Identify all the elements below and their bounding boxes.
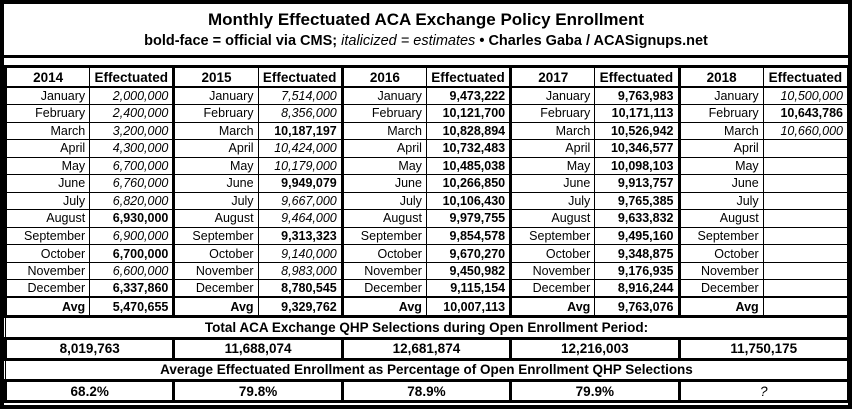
effectuated-value: 9,763,983 (595, 87, 679, 105)
page-title: Monthly Effectuated ACA Exchange Policy Enrollment (207, 9, 645, 29)
month-label: September (679, 227, 763, 245)
effectuated-value: 9,176,935 (595, 262, 679, 280)
effectuated-value: 10,121,700 (426, 105, 510, 123)
average-row (6, 297, 848, 317)
month-label: April (6, 140, 90, 158)
effectuated-value: 6,760,000 (90, 175, 174, 193)
month-label: July (174, 192, 258, 210)
month-label: March (679, 122, 763, 140)
effectuated-value: 2,000,000 (90, 87, 174, 105)
month-label: August (679, 210, 763, 228)
avg-label: Avg (511, 297, 595, 317)
month-label: January (511, 87, 595, 105)
pct-value: 79.9% (511, 381, 679, 402)
month-label: November (679, 262, 763, 280)
title-box (4, 4, 848, 58)
month-label: July (342, 192, 426, 210)
enrollment-table (4, 65, 848, 403)
month-label: July (679, 192, 763, 210)
effectuated-value (763, 140, 847, 158)
effectuated-value: 10,526,942 (595, 122, 679, 140)
month-label: December (174, 280, 258, 298)
avg-label: Avg (6, 297, 90, 317)
effectuated-value: 9,495,160 (595, 227, 679, 245)
effectuated-value: 6,600,000 (90, 262, 174, 280)
month-row (6, 122, 848, 140)
subtitle (144, 32, 708, 51)
effectuated-value: 10,500,000 (763, 87, 847, 105)
effectuated-value: 9,854,578 (426, 227, 510, 245)
month-label: February (6, 105, 90, 123)
effectuated-value: 9,949,079 (258, 175, 342, 193)
pct-value: 79.8% (174, 381, 342, 402)
effectuated-value: 9,140,000 (258, 245, 342, 263)
effectuated-value: 10,098,103 (595, 157, 679, 175)
qhp-total-value: 11,750,175 (679, 339, 848, 360)
avg-label: Avg (342, 297, 426, 317)
month-label: June (174, 175, 258, 193)
effectuated-column-header: Effectuated (90, 67, 174, 88)
effectuated-value: 9,313,323 (258, 227, 342, 245)
month-label: May (174, 157, 258, 175)
month-label: August (6, 210, 90, 228)
year-column-header: 2015 (174, 67, 258, 88)
month-row (6, 105, 848, 123)
month-label: October (511, 245, 595, 263)
month-label: December (342, 280, 426, 298)
effectuated-column-header: Effectuated (763, 67, 847, 88)
effectuated-value: 9,473,222 (426, 87, 510, 105)
effectuated-value: 9,667,000 (258, 192, 342, 210)
effectuated-value: 9,450,982 (426, 262, 510, 280)
effectuated-value: 6,930,000 (90, 210, 174, 228)
month-label: January (174, 87, 258, 105)
month-label: November (6, 262, 90, 280)
effectuated-value: 9,633,832 (595, 210, 679, 228)
year-column-header: 2018 (679, 67, 763, 88)
effectuated-value (763, 280, 847, 298)
effectuated-value: 10,424,000 (258, 140, 342, 158)
subtitle-bullet: • (479, 32, 485, 49)
month-label: October (174, 245, 258, 263)
month-label: August (174, 210, 258, 228)
effectuated-value: 7,514,000 (258, 87, 342, 105)
effectuated-value: 9,348,875 (595, 245, 679, 263)
effectuated-value: 10,660,000 (763, 122, 847, 140)
month-label: March (6, 122, 90, 140)
month-row (6, 227, 848, 245)
year-column-header: 2017 (511, 67, 595, 88)
avg-value: 10,007,113 (426, 297, 510, 317)
qhp-total-header: Total ACA Exchange QHP Selections during Open Enrollment Period: (6, 317, 848, 339)
effectuated-value: 10,643,786 (763, 105, 847, 123)
effectuated-value: 8,983,000 (258, 262, 342, 280)
effectuated-value: 9,913,757 (595, 175, 679, 193)
effectuated-value: 8,780,545 (258, 280, 342, 298)
effectuated-value: 6,900,000 (90, 227, 174, 245)
month-label: January (679, 87, 763, 105)
effectuated-value: 4,300,000 (90, 140, 174, 158)
effectuated-value: 9,670,270 (426, 245, 510, 263)
effectuated-value: 6,700,000 (90, 245, 174, 263)
year-column-header: 2014 (6, 67, 90, 88)
month-row (6, 280, 848, 298)
month-row (6, 192, 848, 210)
month-label: August (511, 210, 595, 228)
qhp-total-header-row (6, 317, 848, 339)
pct-value: ? (679, 381, 848, 402)
effectuated-value (763, 245, 847, 263)
avg-label: Avg (679, 297, 763, 317)
effectuated-value: 10,485,038 (426, 157, 510, 175)
month-row (6, 140, 848, 158)
month-label: September (174, 227, 258, 245)
qhp-total-value: 8,019,763 (6, 339, 174, 360)
month-label: July (511, 192, 595, 210)
effectuated-value: 10,346,577 (595, 140, 679, 158)
effectuated-value: 10,106,430 (426, 192, 510, 210)
month-label: August (342, 210, 426, 228)
month-label: November (174, 262, 258, 280)
month-label: May (342, 157, 426, 175)
month-label: September (511, 227, 595, 245)
effectuated-value (763, 157, 847, 175)
effectuated-value: 10,179,000 (258, 157, 342, 175)
effectuated-value: 2,400,000 (90, 105, 174, 123)
month-label: February (174, 105, 258, 123)
month-label: January (6, 87, 90, 105)
effectuated-column-header: Effectuated (426, 67, 510, 88)
effectuated-value (763, 210, 847, 228)
month-label: October (342, 245, 426, 263)
month-label: June (6, 175, 90, 193)
month-label: March (342, 122, 426, 140)
effectuated-value (763, 227, 847, 245)
avg-value (763, 297, 847, 317)
effectuated-column-header: Effectuated (595, 67, 679, 88)
month-label: November (342, 262, 426, 280)
effectuated-value: 10,266,850 (426, 175, 510, 193)
month-row (6, 262, 848, 280)
month-label: March (174, 122, 258, 140)
month-label: April (679, 140, 763, 158)
pct-values-row (6, 381, 848, 402)
effectuated-column-header: Effectuated (258, 67, 342, 88)
month-label: February (511, 105, 595, 123)
month-label: December (679, 280, 763, 298)
month-label: December (511, 280, 595, 298)
effectuated-value: 9,765,385 (595, 192, 679, 210)
effectuated-value: 6,337,860 (90, 280, 174, 298)
month-row (6, 210, 848, 228)
effectuated-value: 10,732,483 (426, 140, 510, 158)
month-label: April (174, 140, 258, 158)
pct-header: Average Effectuated Enrollment as Percentage of Open Enrollment QHP Selections (6, 359, 848, 381)
subtitle-legend-bold: bold-face = official via CMS; (144, 32, 338, 49)
month-label: November (511, 262, 595, 280)
month-label: April (342, 140, 426, 158)
month-label: September (342, 227, 426, 245)
month-label: June (679, 175, 763, 193)
month-label: May (511, 157, 595, 175)
month-label: June (511, 175, 595, 193)
table-header-row (6, 67, 848, 88)
effectuated-value: 8,916,244 (595, 280, 679, 298)
avg-label: Avg (174, 297, 258, 317)
effectuated-value (763, 175, 847, 193)
enrollment-table-body (6, 67, 848, 402)
effectuated-value: 10,171,113 (595, 105, 679, 123)
avg-value: 9,763,076 (595, 297, 679, 317)
month-label: May (679, 157, 763, 175)
month-row (6, 157, 848, 175)
year-column-header: 2016 (342, 67, 426, 88)
effectuated-value: 9,979,755 (426, 210, 510, 228)
qhp-total-value: 12,681,874 (342, 339, 510, 360)
effectuated-value (763, 192, 847, 210)
effectuated-value: 6,700,000 (90, 157, 174, 175)
month-row (6, 87, 848, 105)
month-row (6, 175, 848, 193)
qhp-total-value: 12,216,003 (511, 339, 679, 360)
effectuated-value: 9,115,154 (426, 280, 510, 298)
effectuated-value: 10,187,197 (258, 122, 342, 140)
subtitle-credit: Charles Gaba / ACASignups.net (488, 32, 708, 49)
avg-value: 5,470,655 (90, 297, 174, 317)
effectuated-value: 10,828,894 (426, 122, 510, 140)
effectuated-value: 8,356,000 (258, 105, 342, 123)
month-label: January (342, 87, 426, 105)
month-label: March (511, 122, 595, 140)
month-label: February (342, 105, 426, 123)
month-label: July (6, 192, 90, 210)
month-row (6, 245, 848, 263)
effectuated-value: 3,200,000 (90, 122, 174, 140)
pct-value: 68.2% (6, 381, 174, 402)
subtitle-legend-italic: italicized = estimates (341, 32, 476, 49)
month-label: December (6, 280, 90, 298)
month-label: October (6, 245, 90, 263)
month-label: May (6, 157, 90, 175)
month-label: February (679, 105, 763, 123)
avg-value: 9,329,762 (258, 297, 342, 317)
pct-value: 78.9% (342, 381, 510, 402)
qhp-total-value: 11,688,074 (174, 339, 342, 360)
month-label: June (342, 175, 426, 193)
effectuated-value: 6,820,000 (90, 192, 174, 210)
month-label: September (6, 227, 90, 245)
effectuated-value: 9,464,000 (258, 210, 342, 228)
month-label: April (511, 140, 595, 158)
month-label: October (679, 245, 763, 263)
effectuated-value (763, 262, 847, 280)
pct-header-row (6, 359, 848, 381)
qhp-total-values-row (6, 339, 848, 360)
